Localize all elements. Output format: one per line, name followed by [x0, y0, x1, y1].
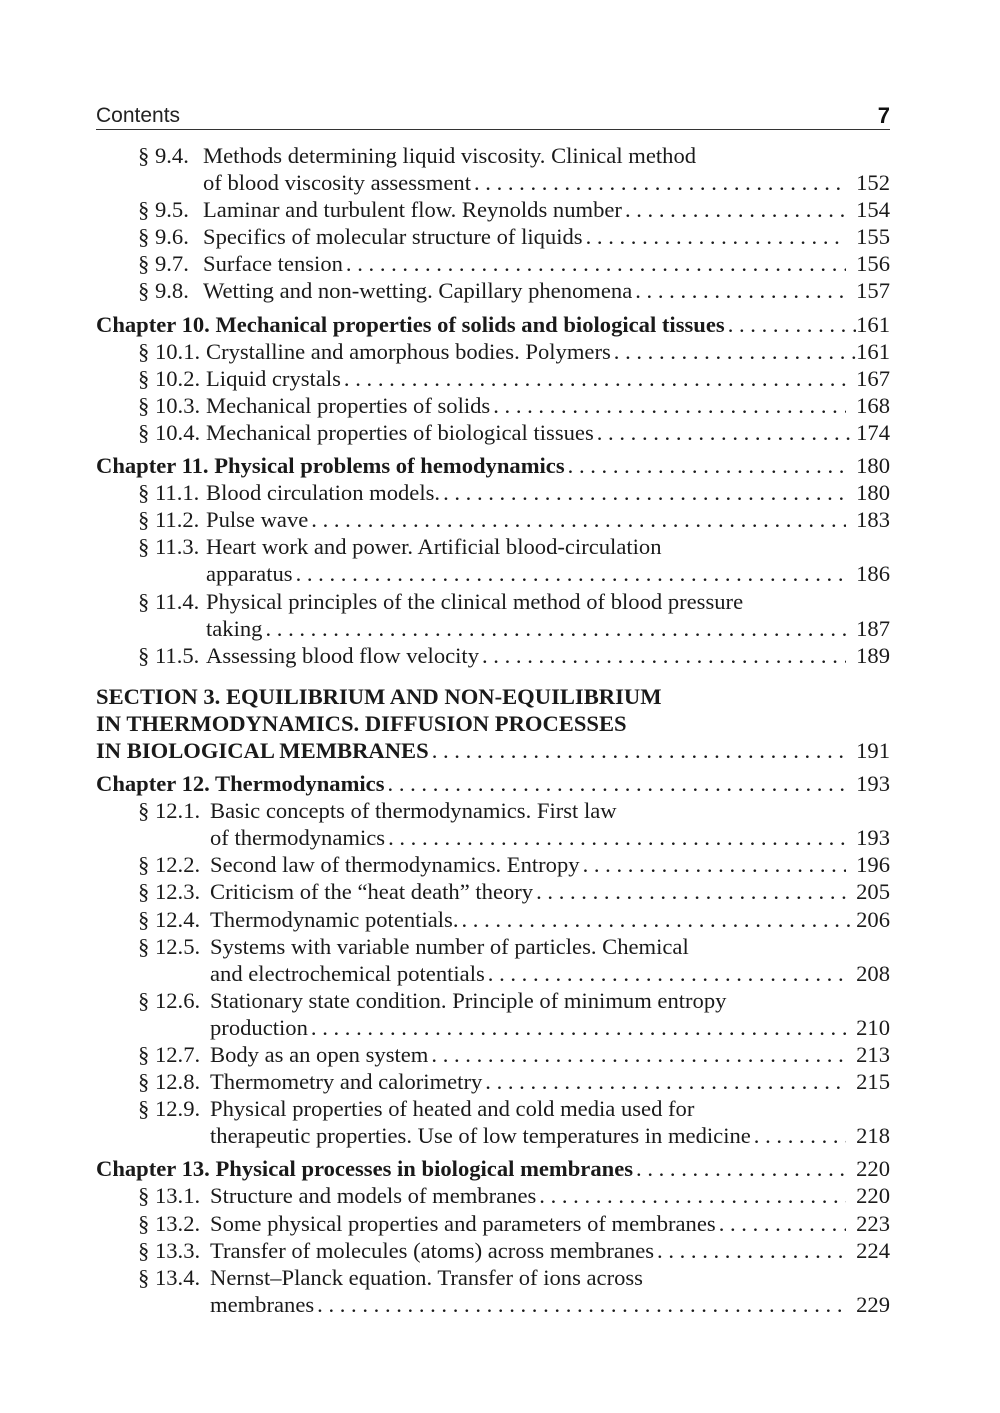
header-title: Contents — [96, 104, 181, 127]
chapter-title: Chapter 12. Thermodynamics — [96, 771, 385, 797]
section-page: 191 — [856, 737, 890, 763]
toc-entry-11-2[interactable] — [96, 506, 890, 533]
entry-title: Surface tension — [203, 251, 343, 277]
toc-entry-11-4[interactable] — [96, 588, 890, 615]
section-number: § 9.6. — [138, 224, 189, 250]
table-of-contents — [96, 142, 890, 1318]
toc-entry-10-2[interactable] — [96, 365, 890, 392]
chapter-page: 161 — [856, 311, 890, 337]
dot-leader — [594, 419, 856, 446]
entry-page: 193 — [856, 825, 890, 851]
entry-title: Thermodynamic potentials. — [210, 906, 459, 932]
toc-entry-12-9-cont[interactable] — [96, 1122, 890, 1149]
dot-leader — [632, 277, 846, 304]
entry-title: Physical principles of the clinical method of blood pressure — [206, 588, 744, 614]
toc-entry-10-3[interactable] — [96, 392, 890, 419]
section-number: § 11.4. — [138, 588, 200, 614]
entry-page: 220 — [856, 1183, 890, 1209]
entry-page: 167 — [856, 365, 890, 391]
dot-leader — [308, 506, 846, 533]
section-number: § 11.5. — [138, 642, 200, 668]
entry-page: 174 — [856, 419, 890, 445]
section-number: § 10.2. — [138, 365, 201, 391]
entry-title: Mechanical properties of biological tissues — [206, 419, 594, 445]
entry-title: apparatus — [206, 561, 293, 587]
toc-section-3-heading[interactable] — [96, 683, 890, 710]
dot-leader — [716, 1210, 846, 1237]
dot-leader — [533, 878, 846, 905]
section-number: § 11.2. — [138, 507, 200, 533]
dot-leader — [429, 737, 846, 764]
toc-entry-12-1-cont[interactable] — [96, 824, 890, 851]
entry-page: 187 — [856, 615, 890, 641]
entry-page: 180 — [856, 480, 890, 506]
entry-title: Systems with variable number of particles. Chemical — [210, 933, 689, 959]
entry-title: Heart work and power. Artificial blood-circulation — [206, 534, 662, 560]
dot-leader — [471, 169, 846, 196]
toc-section-3-heading-line-2 — [96, 710, 890, 737]
toc-entry-12-5[interactable] — [96, 933, 890, 960]
toc-entry-12-6-cont[interactable] — [96, 1014, 890, 1041]
toc-entry-13-4-cont[interactable] — [96, 1291, 890, 1318]
dot-leader — [341, 365, 846, 392]
toc-entry-12-5-cont[interactable] — [96, 960, 890, 987]
dot-leader — [725, 311, 856, 338]
entry-page: 152 — [856, 170, 890, 196]
section-number: § 12.9. — [138, 1096, 201, 1122]
toc-entry-12-2[interactable] — [96, 851, 890, 878]
toc-entry-12-3[interactable] — [96, 878, 890, 905]
entry-page: 205 — [856, 879, 890, 905]
toc-entry-12-7[interactable] — [96, 1041, 890, 1068]
toc-entry-9-7[interactable] — [96, 250, 890, 277]
section-number: § 12.6. — [138, 987, 201, 1013]
dot-leader — [440, 479, 846, 506]
section-number: § 12.2. — [138, 852, 201, 878]
chapter-page: 193 — [856, 771, 890, 797]
entry-page: 168 — [856, 392, 890, 418]
entry-page: 155 — [856, 224, 890, 250]
entry-page: 229 — [856, 1291, 890, 1317]
entry-page: 210 — [856, 1014, 890, 1040]
chapter-title: Chapter 13. Physical processes in biological membranes — [96, 1156, 634, 1182]
entry-page: 213 — [856, 1042, 890, 1067]
toc-entry-10-1[interactable] — [96, 338, 890, 365]
chapter-page: 220 — [856, 1156, 890, 1182]
entry-page: 186 — [856, 561, 890, 587]
section-number: § 10.3. — [138, 392, 201, 418]
entry-page: 161 — [856, 338, 890, 364]
section-heading-line: IN THERMODYNAMICS. DIFFUSION PROCESSES — [96, 710, 627, 736]
chapter-title: Chapter 10. Mechanical properties of solids and biological tissues — [96, 311, 725, 337]
toc-entry-11-3[interactable] — [96, 533, 890, 560]
dot-leader — [458, 906, 852, 933]
section-number: § 11.3. — [138, 534, 200, 560]
dot-leader — [565, 452, 846, 479]
toc-chapter-11[interactable] — [96, 452, 890, 479]
entry-title: Specifics of molecular structure of liquids — [203, 224, 583, 250]
section-number: § 9.5. — [138, 197, 189, 223]
entry-page: 154 — [856, 197, 890, 223]
entry-title: production — [210, 1014, 308, 1040]
entry-page: 218 — [856, 1123, 890, 1149]
toc-entry-12-9[interactable] — [96, 1095, 890, 1122]
running-header — [96, 103, 890, 130]
chapter-page: 180 — [856, 453, 890, 479]
toc-entry-11-5[interactable] — [96, 642, 890, 669]
dot-leader — [654, 1237, 846, 1264]
section-number: § 9.8. — [138, 278, 189, 304]
toc-entry-11-1[interactable] — [96, 479, 890, 506]
entry-title: Blood circulation models. — [206, 480, 441, 506]
toc-entry-11-3-cont[interactable] — [96, 560, 890, 587]
section-number: § 12.8. — [138, 1069, 201, 1095]
section-number: § 12.7. — [138, 1042, 201, 1067]
toc-entry-9-4[interactable] — [96, 142, 890, 169]
entry-title: Transfer of molecules (atoms) across membranes — [210, 1237, 655, 1263]
entry-page: 223 — [856, 1210, 890, 1236]
entry-title: taking — [206, 615, 263, 641]
entry-page: 183 — [856, 507, 890, 533]
dot-leader — [633, 1155, 846, 1182]
dot-leader — [751, 1122, 846, 1149]
section-number: § 12.1. — [138, 798, 201, 824]
toc-entry-13-1[interactable] — [96, 1182, 890, 1209]
toc-entry-13-2[interactable] — [96, 1210, 890, 1237]
entry-title: Liquid crystals — [206, 365, 341, 391]
entry-title: Physical properties of heated and cold media used for — [210, 1096, 695, 1122]
section-number: § 12.3. — [138, 879, 201, 905]
section-number: § 11.1. — [138, 480, 200, 506]
entry-page: 189 — [856, 642, 890, 668]
dot-leader — [482, 1068, 846, 1095]
toc-entry-10-4[interactable] — [96, 419, 890, 446]
entry-title: of blood viscosity assessment — [203, 170, 471, 196]
toc-entry-9-4-cont[interactable] — [96, 169, 890, 196]
dot-leader — [385, 770, 846, 797]
entry-page: 206 — [856, 906, 890, 932]
dot-leader — [611, 338, 856, 365]
toc-entry-9-6[interactable] — [96, 223, 890, 250]
entry-title: Basic concepts of thermodynamics. First law — [210, 798, 617, 824]
dot-leader — [293, 560, 846, 587]
toc-entry-9-8[interactable] — [96, 277, 890, 304]
entry-title: of thermodynamics — [210, 825, 386, 851]
dot-leader — [385, 824, 846, 851]
dot-leader — [314, 1291, 846, 1318]
entry-title: Structure and models of membranes — [210, 1183, 537, 1209]
toc-entry-9-5[interactable] — [96, 196, 890, 223]
dot-leader — [343, 250, 846, 277]
entry-title: therapeutic properties. Use of low temperatures in medicine — [210, 1123, 751, 1149]
toc-entry-12-4[interactable] — [96, 906, 890, 933]
entry-page: 224 — [856, 1237, 890, 1263]
entry-title: Methods determining liquid viscosity. Clinical method — [203, 143, 697, 168]
dot-leader — [490, 392, 846, 419]
entry-title: Second law of thermodynamics. Entropy — [210, 852, 580, 878]
toc-entry-13-4[interactable] — [96, 1264, 890, 1291]
toc-entry-12-8[interactable] — [96, 1068, 890, 1095]
dot-leader — [479, 642, 846, 669]
section-heading-line: SECTION 3. EQUILIBRIUM AND NON-EQUILIBRIUM — [96, 683, 662, 709]
dot-leader — [536, 1182, 846, 1209]
dot-leader — [428, 1041, 846, 1068]
toc-entry-12-6[interactable] — [96, 987, 890, 1014]
entry-page: 208 — [856, 960, 890, 986]
header-page-number: 7 — [877, 103, 890, 128]
toc-chapter-12[interactable] — [96, 770, 890, 797]
entry-title: Body as an open system — [210, 1042, 429, 1067]
section-number: § 9.7. — [138, 251, 189, 277]
entry-title: membranes — [210, 1291, 315, 1317]
section-number: § 13.1. — [138, 1183, 201, 1209]
entry-title: Stationary state condition. Principle of minimum entropy — [210, 987, 727, 1013]
entry-title: Assessing blood flow velocity — [206, 642, 479, 668]
toc-chapter-13[interactable] — [96, 1155, 890, 1182]
section-number: § 10.4. — [138, 419, 201, 445]
entry-title: Thermometry and calorimetry — [210, 1069, 483, 1095]
dot-leader — [622, 196, 846, 223]
section-number: § 12.5. — [138, 933, 201, 959]
dot-leader — [583, 223, 846, 250]
entry-title: Crystalline and amorphous bodies. Polymers — [206, 338, 611, 364]
section-number: § 13.3. — [138, 1237, 201, 1263]
entry-title: Laminar and turbulent flow. Reynolds number — [203, 197, 622, 223]
toc-entry-13-3[interactable] — [96, 1237, 890, 1264]
dot-leader — [485, 960, 846, 987]
entry-title: and electrochemical potentials — [210, 960, 485, 986]
entry-title: Some physical properties and parameters of membranes — [210, 1210, 716, 1236]
dot-leader — [580, 851, 846, 878]
section-number: § 9.4. — [138, 143, 189, 168]
toc-entry-12-1[interactable] — [96, 797, 890, 824]
section-number: § 13.4. — [138, 1264, 201, 1290]
chapter-title: Chapter 11. Physical problems of hemodynamics — [96, 453, 565, 479]
toc-chapter-10[interactable] — [96, 311, 890, 338]
entry-title: Criticism of the “heat death” theory — [210, 879, 534, 905]
entry-page: 196 — [856, 852, 890, 878]
dot-leader — [308, 1014, 846, 1041]
entry-page: 215 — [856, 1069, 890, 1095]
toc-entry-11-4-cont[interactable] — [96, 615, 890, 642]
entry-page: 156 — [856, 251, 890, 277]
entry-title: Wetting and non-wetting. Capillary phenomena — [203, 278, 633, 304]
entry-title: Nernst–Planck equation. Transfer of ions across — [210, 1264, 643, 1290]
entry-title: Mechanical properties of solids — [206, 392, 491, 418]
section-number: § 10.1. — [138, 338, 201, 364]
section-heading-line: IN BIOLOGICAL MEMBRANES — [96, 737, 429, 763]
section-number: § 12.4. — [138, 906, 201, 932]
entry-page: 157 — [856, 278, 890, 304]
toc-section-3-heading-line-3[interactable] — [96, 737, 890, 764]
entry-title: Pulse wave — [206, 507, 309, 533]
section-number: § 13.2. — [138, 1210, 201, 1236]
dot-leader — [262, 615, 846, 642]
